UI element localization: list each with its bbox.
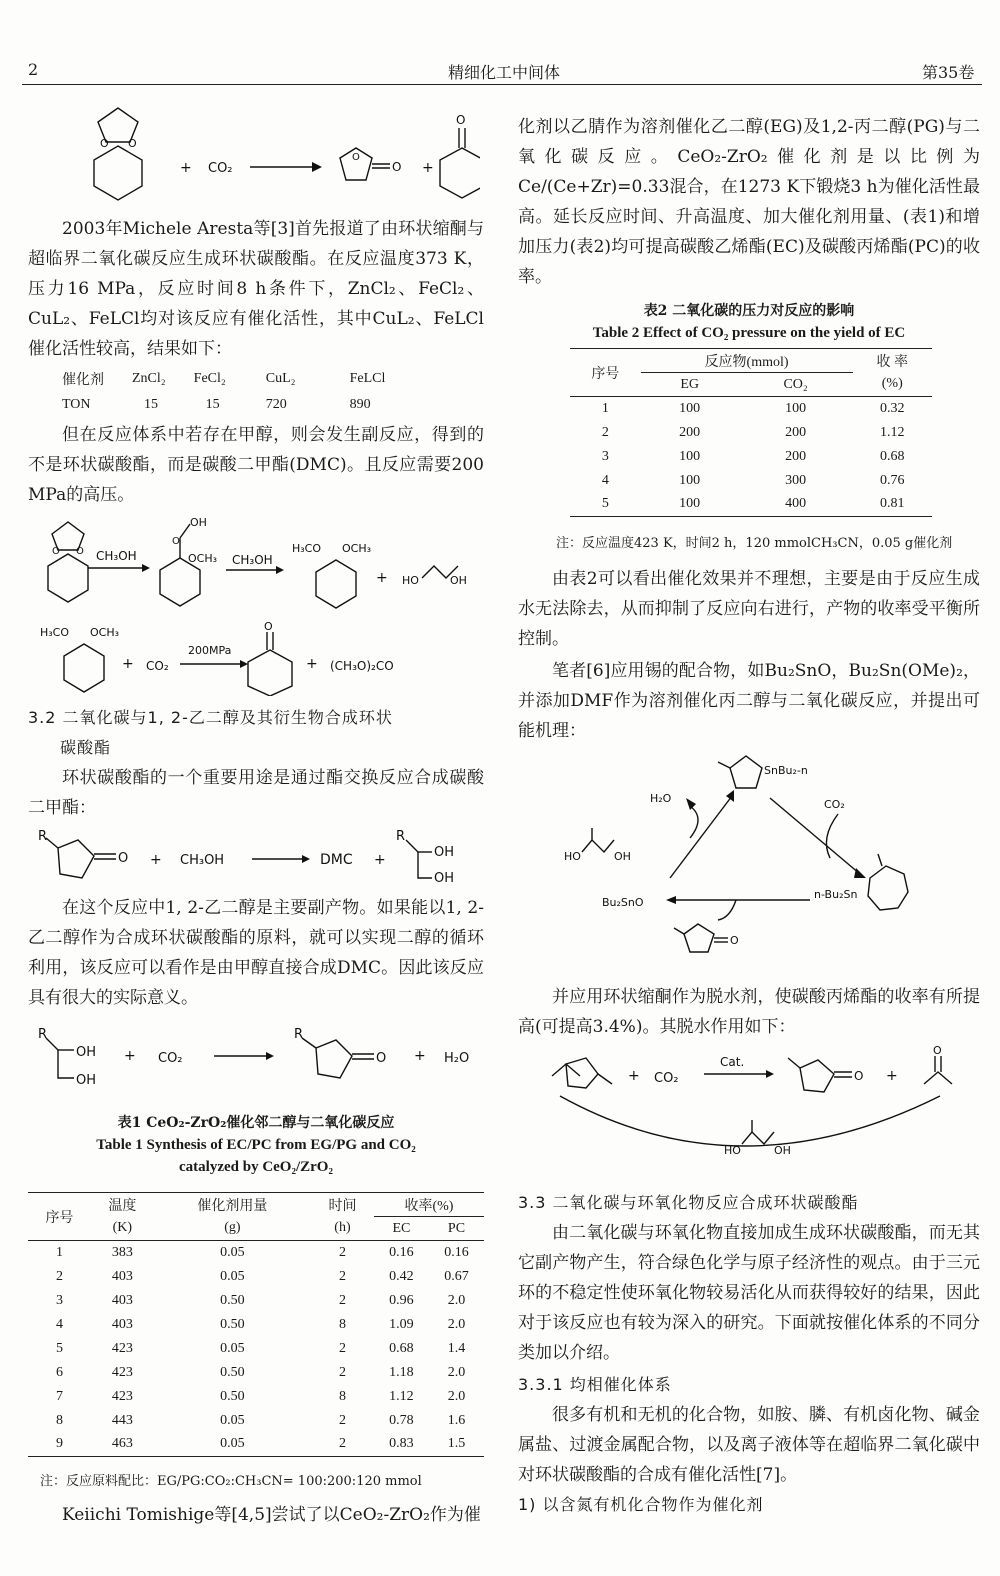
table-cell: 403 [111,1268,133,1284]
methanol-label-2: CH₃OH [232,553,273,567]
table-cell: 0.05 [220,1268,245,1284]
table-cell: 1.12 [389,1388,414,1404]
table-row [28,1433,484,1457]
table-2-caption-en: Table 2 Effect of CO₂ pressure on the yield of EC [592,325,906,341]
table-cell: 383 [111,1244,133,1260]
table-cell: 100 [679,472,701,488]
table-cell: 0.05 [220,1436,245,1452]
section-title-line2: 碳酸酯 [60,738,112,757]
table-cell: 0.42 [389,1268,414,1284]
table-cell: 0.05 [220,1412,245,1428]
table-cell: 1.5 [447,1436,466,1452]
oh-label: OH [614,850,631,863]
scheme-transesterification [30,826,486,896]
table-row [28,1313,484,1337]
propylene-carbonate [800,1060,834,1092]
dmc-label: DMC [320,852,353,868]
table-cell: 0.68 [880,448,905,464]
table-row [28,1265,484,1289]
table-cell: 300 [785,472,807,488]
table-cell: 2 [338,1436,346,1452]
methoxy-label: OCH₃ [188,552,218,565]
header-temp: 温度 [108,1198,137,1214]
tin-carbonate-ring [868,866,908,910]
table-1-caption-cn: 表1 CeO₂-ZrO₂催化邻二醇与二氧化碳反应 [117,1115,395,1131]
table-cell: 1.18 [389,1364,414,1380]
table-cell: 0.05 [220,1244,245,1260]
table-header-row-2 [28,1217,484,1241]
oh-label: OH [450,574,467,587]
recycle-arc [560,1096,940,1146]
svg-text:O: O [128,137,137,150]
table-cell: 0.32 [880,400,905,416]
table-1-caption [28,1112,484,1178]
table-cell: 2.0 [447,1316,466,1332]
cell: 15 [205,397,220,412]
table-cell: 9 [55,1436,63,1452]
cell: FeLCl [349,371,386,386]
header-yield: 收率(%) [374,1193,484,1217]
svg-text:O: O [172,536,180,547]
section-3-3-1-heading: 3.3.1 均相催化体系 [518,1375,672,1394]
svg-text:O: O [392,160,402,174]
r-label-2: R [396,829,406,844]
left-paragraph-2: 但在反应体系中若存在甲醇，则会发生副反应，得到的不是环状碳酸酯，而是碳酸二甲酯(DMC)。且反应需要200 MPa的高压。 [28,425,484,505]
right-paragraph-3: 笔者[6]应用锡的配合物，如Bu₂SnO，Bu₂Sn(OMe)₂，并添加DMF作为溶剂催化丙二醇与二氧化碳反应，并提出可能机理： [518,661,980,741]
table-cell: 0.78 [389,1412,414,1428]
table-header-row [28,1193,484,1217]
header-yield: 收 率 [876,354,908,370]
bu2sno-label: Bu₂SnO [602,896,644,909]
table-cell: 0.83 [389,1436,414,1452]
catalyst-ton-table [48,366,399,418]
table-2-body [570,397,932,517]
table-cell: 5 [55,1340,63,1356]
table-row [570,421,932,445]
table-row [28,1241,484,1265]
header-ec: EC [392,1220,411,1236]
r-label: R [38,1027,48,1042]
table-cell: 3 [601,448,609,464]
table-header-row [570,349,932,373]
sn-label-right: n-Bu₂Sn [814,888,858,901]
plus-sign-2: + [306,656,318,672]
acetone-o: O [933,1046,942,1057]
table-cell: 0.05 [220,1340,245,1356]
r-label-2: R [294,1027,304,1042]
header-temp-unit: (K) [112,1220,133,1236]
table-row [28,1385,484,1409]
table-cell: 0.76 [880,472,905,488]
table-cell: 0.16 [444,1244,469,1260]
catalyst-row [48,366,399,392]
svg-text:O: O [456,113,466,127]
svg-text:O: O [52,546,60,557]
table-cell: 2 [338,1412,346,1428]
header-no: 序号 [570,349,641,397]
table-cell: 2 [338,1292,346,1308]
right-paragraph-6: 很多有机和无机的化合物，如胺、膦、有机卤化物、碱金属盐、过渡金属配合物，以及离子液体等在超临界二氧化碳中对环状碳酸酯的合成有催化活性[7]。 [518,1405,980,1485]
water-label: H₂O [444,1051,470,1066]
carbonyl-o: O [730,934,739,947]
table-row [28,1337,484,1361]
table-cell: 0.68 [389,1340,414,1356]
table-2-caption-cn: 表2 二氧化碳的压力对反应的影响 [643,303,855,319]
table-cell: 403 [111,1292,133,1308]
co2-label: CO₂ [158,1051,183,1066]
table-cell: 0.50 [220,1316,245,1332]
cell: 890 [349,397,371,412]
table-1-note: 注：反应原料配比：EG/PG:CO₂:CH₃CN= 100:200:120 mmol [40,1474,422,1489]
header-time: 时间 [328,1198,357,1214]
scheme-methanol-side-reaction [30,512,486,612]
plus-sign: + [180,160,192,176]
cell: ZnCl₂ [132,371,166,386]
carbonyl-o: O [376,1051,387,1066]
oh-label-2: OH [434,871,455,886]
ho-label: HO [402,574,419,587]
table-cell: 403 [111,1316,133,1332]
left-paragraph-5: Keiichi Tomishige等[4,5]尝试了以CeO₂-ZrO₂作为催 [62,1505,481,1525]
cyclohexanone [440,148,480,198]
header-co2: CO₂ [783,376,808,392]
table-cell: 1.12 [880,424,905,440]
co2-label: CO₂ [824,798,845,811]
table-cell: 0.50 [220,1364,245,1380]
table-cell: 1.4 [447,1340,466,1356]
scheme-ketal-co2 [60,100,480,210]
header-pc: PC [447,1220,466,1236]
oh-label: OH [76,1045,97,1060]
table-row [28,1409,484,1433]
table-cell: 4 [601,472,609,488]
table-cell: 2.0 [447,1364,466,1380]
plus-sign-2: + [422,160,434,176]
section-3-2-heading [28,703,484,763]
left-paragraph-1: 2003年Michele Aresta等[3]首先报道了由环状缩酮与超临界二氧化碳反应生成环状碳酸酯。在反应温度373 K，压力16 MPa，反应时间8 h条件下，ZnCl₂、FeCl₂、CuL₂、FeLCl均对该反应有催化活性，其中CuL₂、FeLCl催化活性较高，结果如下： [28,219,484,359]
propylene-carbonate [684,924,714,952]
header-no: 序号 [28,1193,91,1241]
header-cat: 催化剂用量 [197,1198,268,1214]
journal-title: 精细化工中间体 [448,63,561,82]
table-row [570,445,932,469]
table-cell: 100 [679,448,701,464]
table-row [570,397,932,421]
right-paragraph-1: 化剂以乙腈作为溶剂催化乙二醇(EG)及1,2-丙二醇(PG)与二氧化碳反应。CeO₂-ZrO₂催化剂是以比例为Ce/(Ce+Zr)=0.33混合，在1273 K下锻烧3 h为催化活性最高。延长反应时间、升高温度、加大催化剂用量、(表1)和增加压力(表2)均可提高碳酸乙烯酯(EC)及碳酸丙烯酯(PC)的收率。 [518,117,980,287]
table-cell: 100 [785,400,807,416]
table-1-caption-en-2: catalyzed by CeO₂/ZrO₂ [179,1159,333,1175]
cell: TON [62,397,91,412]
header-cat-unit: (g) [224,1220,241,1236]
table-2-caption [518,300,980,344]
left-paragraph-3: 环状碳酸酯的一个重要用途是通过酯交换反应合成碳酸二甲酯： [28,768,484,818]
cell: 15 [144,397,158,412]
plus-sign-2: + [414,1048,426,1064]
methanol-label: CH₃OH [180,853,225,868]
co2-label: CO₂ [208,161,233,176]
oh-label: OH [774,1144,791,1157]
ton-row [48,392,399,418]
table-2-note: 注：反应温度423 K，时间2 h，120 mmolCH₃CN，0.05 g催化剂 [556,536,953,551]
table-cell: 2 [338,1244,346,1260]
arrow-head [312,162,322,172]
table-cell: 1.6 [447,1412,466,1428]
co2-label: CO₂ [654,1071,679,1086]
plus-sign: + [628,1068,640,1084]
table-cell: 8 [338,1388,346,1404]
table-row [570,469,932,493]
scheme-diol-co2 [30,1022,486,1094]
right-paragraph-2: 由表2可以看出催化效果并不理想，主要是由于反应生成水无法除去，从而抑制了反应向右进行，产物的收率受平衡所控制。 [518,569,980,649]
cell: 720 [265,397,287,412]
section-title-line1: 3.2 二氧化碳与1, 2-乙二醇及其衍生物合成环状 [28,708,393,727]
right-paragraph-5: 由二氧化碳与环氧化物直接加成生成环状碳酸酯，而无其它副产物产生，符合绿色化学与原子经济性的观点。由于三元环的不稳定性使环氧化物较易活化从而获得较好的结果，因此对于该反应也有较为深入的研究。下面就按催化体系的不同分类加以介绍。 [518,1223,980,1363]
table-cell: 8 [55,1412,63,1428]
plus-sign-2: + [886,1068,898,1084]
cell: CuL₂ [265,371,296,386]
methanol-label: CH₃OH [96,549,137,563]
methoxy-label-right: OCH₃ [342,542,372,555]
table-cell: 0.67 [444,1268,469,1284]
catalyst-label: Cat. [720,1055,745,1069]
header-time-unit: (h) [334,1220,351,1236]
table-cell: 2.0 [447,1388,466,1404]
scheme-high-pressure [30,620,486,696]
header-eg: EG [680,376,699,392]
svg-text:O: O [264,620,273,633]
table-cell: 100 [679,496,701,512]
hydroxyl-label: OH [190,516,207,529]
r-label: R [38,829,48,844]
methoxy-label-left: H₃CO [40,626,70,639]
methoxy-label-right: OCH₃ [90,626,120,639]
page-number: 2 [28,60,39,79]
plus-sign: + [122,656,134,672]
table-cell: 2 [338,1364,346,1380]
table-1 [28,1192,484,1457]
table-2 [570,348,932,517]
table-cell: 2 [55,1268,63,1284]
co2-label: CO₂ [146,659,169,673]
methoxy-label-left: H₃CO [292,542,322,555]
table-row [570,493,932,517]
section-item-1: 1) 以含氮有机化合物作为催化剂 [518,1495,764,1514]
svg-text:O: O [76,546,84,557]
table-cell: 200 [785,424,807,440]
tin-dioxastannolane [730,756,762,788]
table-cell: 400 [785,496,807,512]
plus-sign-2: + [374,852,386,868]
table-1-caption-en-1: Table 1 Synthesis of EC/PC from EG/PG and CO₂ [96,1137,416,1153]
table-cell: 1 [601,400,609,416]
table-cell: 200 [785,448,807,464]
table-cell: 443 [111,1412,133,1428]
table-row [28,1289,484,1313]
table-cell: 2.0 [447,1292,466,1308]
table-cell: 0.96 [389,1292,414,1308]
cyclohexane-ring [94,146,142,200]
table-cell: 0.50 [220,1292,245,1308]
table-1-body [28,1241,484,1457]
volume-label: 第35卷 [922,63,975,82]
svg-text:O: O [352,152,360,163]
table-cell: 0.81 [880,496,905,512]
table-cell: 7 [55,1388,63,1404]
table-cell: 3 [55,1292,63,1308]
table-cell: 5 [601,496,609,512]
plus-sign: + [124,1048,136,1064]
cell: FeCl₂ [193,371,226,386]
right-paragraph-4: 并应用环状缩酮作为脱水剂，使碳酸丙烯酯的收率有所提高(可提高3.4%)。其脱水作用如下： [518,987,980,1037]
pressure-label: 200MPa [188,644,232,657]
section-3-3-heading: 3.3 二氧化碳与环氧化物反应合成环状碳酸酯 [518,1193,859,1212]
table-cell: 1.09 [389,1316,414,1332]
carbonyl-o: O [118,851,129,866]
plus-sign: + [150,852,162,868]
table-cell: 0.50 [220,1388,245,1404]
cell: 催化剂 [62,373,104,388]
oh-label: OH [434,845,455,860]
left-paragraph-4: 在这个反应中1, 2-乙二醇是主要副产物。如果能以1, 2-乙二醇作为合成环状碳酸酯的原料，就可以实现二醇的循环利用，该反应可以看作是由甲醇直接合成DMC。因此该反应具有很大的实际意义。 [28,898,484,1008]
table-cell: 100 [679,400,701,416]
oh-label-2: OH [76,1073,97,1088]
carbonyl-o: O [854,1069,864,1083]
table-cell: 1 [55,1244,63,1260]
table-cell: 4 [55,1316,63,1332]
scheme-tin-mechanism [520,748,982,974]
scheme-ketal-dehydration [520,1046,982,1162]
table-cell: 8 [338,1316,346,1332]
svg-text:O: O [100,137,109,150]
header-rule [22,84,982,85]
water-label: H₂O [650,792,672,805]
dioxolane-ketal [566,1058,598,1088]
header-yield-unit: (%) [881,376,903,392]
table-cell: 2 [601,424,609,440]
table-cell: 423 [111,1364,133,1380]
table-cell: 0.16 [389,1244,414,1260]
table-cell: 200 [679,424,701,440]
table-cell: 6 [55,1364,63,1380]
ho-label: HO [564,850,581,863]
table-row [28,1361,484,1385]
table-cell: 463 [111,1436,133,1452]
plus-sign: + [376,570,388,586]
table-cell: 2 [338,1268,346,1284]
dmc-formula: (CH₃O)₂CO [330,659,394,673]
table-cell: 423 [111,1388,133,1404]
ho-label: HO [724,1144,741,1157]
table-cell: 2 [338,1340,346,1356]
table-cell: 423 [111,1340,133,1356]
sn-label-top: SnBu₂-n [764,764,808,777]
header-reactant: 反应物(mmol) [641,349,853,373]
